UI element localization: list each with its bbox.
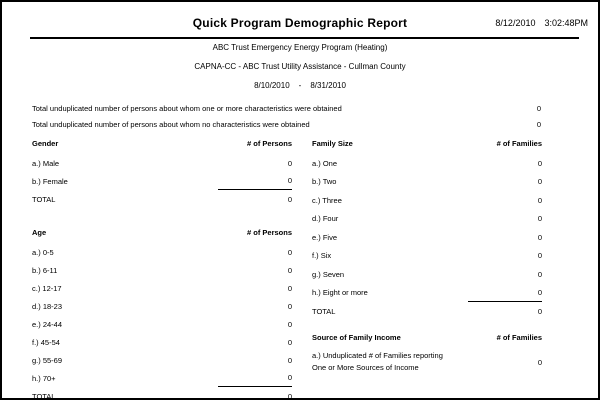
row-label: h.) 70+ [32,373,56,383]
table-row [312,228,542,247]
income-section [312,333,542,374]
row-label: b.) Two [312,177,337,187]
total-value: 0 [287,391,292,400]
report-period [2,81,598,90]
row-label: b.) 6-11 [32,265,58,275]
table-row [32,116,541,132]
age-section-header [32,228,292,237]
income-row-label-line1: a.) Unduplicated # of Families reporting [312,351,443,360]
row-value: 0 [287,265,292,275]
table-row [32,154,292,172]
gender-total-row [32,190,292,208]
row-value: 0 [287,283,292,293]
income-row [312,350,542,374]
table-row [312,191,542,210]
period-end-date: 8/31/2010 [310,81,346,90]
period-start-date: 8/10/2010 [254,81,290,90]
row-value: 0 [536,103,541,113]
gender-count-column-header: # of Persons [246,139,292,148]
table-row [32,172,292,190]
print-timestamp [495,18,588,28]
table-row [32,315,292,333]
row-value: 0 [287,319,292,329]
family-size-total-row [312,302,542,320]
row-value: 0 [536,119,541,129]
row-label: c.) Three [312,195,342,205]
age-total-row [32,387,292,400]
row-value: 0 [468,284,542,303]
row-value: 0 [287,355,292,365]
left-column [32,139,292,400]
row-label: e.) 24-44 [32,319,63,329]
total-label: TOTAL [312,306,336,316]
total-value: 0 [287,194,292,204]
print-date: 8/12/2010 [495,18,536,28]
row-label: Total unduplicated number of persons about whom one or more characteristics were obtained [32,103,342,113]
row-value: 0 [287,301,292,311]
summary-rows [32,100,541,132]
family-size-section-header [312,139,542,148]
row-value: 0 [537,195,542,205]
row-value: 0 [218,172,292,190]
row-label: c.) 12-17 [32,283,62,293]
page-title: Quick Program Demographic Report [192,16,408,30]
print-time: 3:02:48PM [544,18,588,28]
summary-section [32,100,541,132]
table-row [32,279,292,297]
gender-section-header [32,139,292,148]
age-section [32,228,292,400]
row-value: 0 [287,158,292,168]
table-row [312,154,542,173]
table-row [312,247,542,266]
row-value: 0 [287,337,292,347]
family-size-section [312,139,542,320]
program-name: ABC Trust Emergency Energy Program (Heating) [212,43,388,52]
row-value: 0 [537,177,542,187]
family-size-rows [312,154,542,302]
row-value: 0 [537,251,542,261]
gender-section-title: Gender [32,139,59,148]
row-value: 0 [218,369,292,387]
table-row [312,210,542,229]
row-label: a.) 0-5 [32,247,54,257]
income-section-title: Source of Family Income [312,333,401,342]
row-value: 0 [537,158,542,168]
gender-section [32,139,292,208]
table-row [312,265,542,284]
income-count-column-header: # of Families [496,333,542,342]
period-separator: - [298,81,302,90]
table-row [32,261,292,279]
family-size-section-title: Family Size [312,139,353,148]
table-row [32,243,292,261]
table-row [32,333,292,351]
row-label: f.) Six [312,251,332,261]
total-label: TOTAL [32,391,56,400]
right-column [312,139,542,374]
row-label: f.) 45-54 [32,337,60,347]
row-label: h.) Eight or more [312,288,368,298]
table-row [32,100,541,116]
gender-rows [32,154,292,190]
row-label: d.) Four [312,214,339,224]
income-row-value: 0 [537,357,542,367]
age-count-column-header: # of Persons [246,228,292,237]
total-value: 0 [537,306,542,316]
table-row [32,297,292,315]
income-row-label-line2: One or More Sources of Income [312,363,419,372]
age-section-title: Age [32,228,47,237]
row-label: a.) Male [32,158,60,168]
row-label: Total unduplicated number of persons about whom no characteristics were obtained [32,119,310,129]
row-value: 0 [537,232,542,242]
row-label: d.) 18-23 [32,301,63,311]
income-row-label [312,350,443,374]
row-value: 0 [537,214,542,224]
table-row [312,284,542,303]
row-label: g.) 55-69 [32,355,63,365]
table-row [32,369,292,387]
income-section-header [312,333,542,342]
agency-name: CAPNA-CC - ABC Trust Utility Assistance - Cullman County [194,62,406,71]
row-value: 0 [537,269,542,279]
family-size-count-column-header: # of Families [496,139,542,148]
row-label: a.) One [312,158,338,168]
age-rows [32,243,292,387]
title-rule [30,37,579,39]
row-label: b.) Female [32,176,68,186]
total-label: TOTAL [32,194,56,204]
row-label: e.) Five [312,232,338,242]
table-row [312,173,542,192]
table-row [32,351,292,369]
row-value: 0 [287,247,292,257]
row-label: g.) Seven [312,269,345,279]
